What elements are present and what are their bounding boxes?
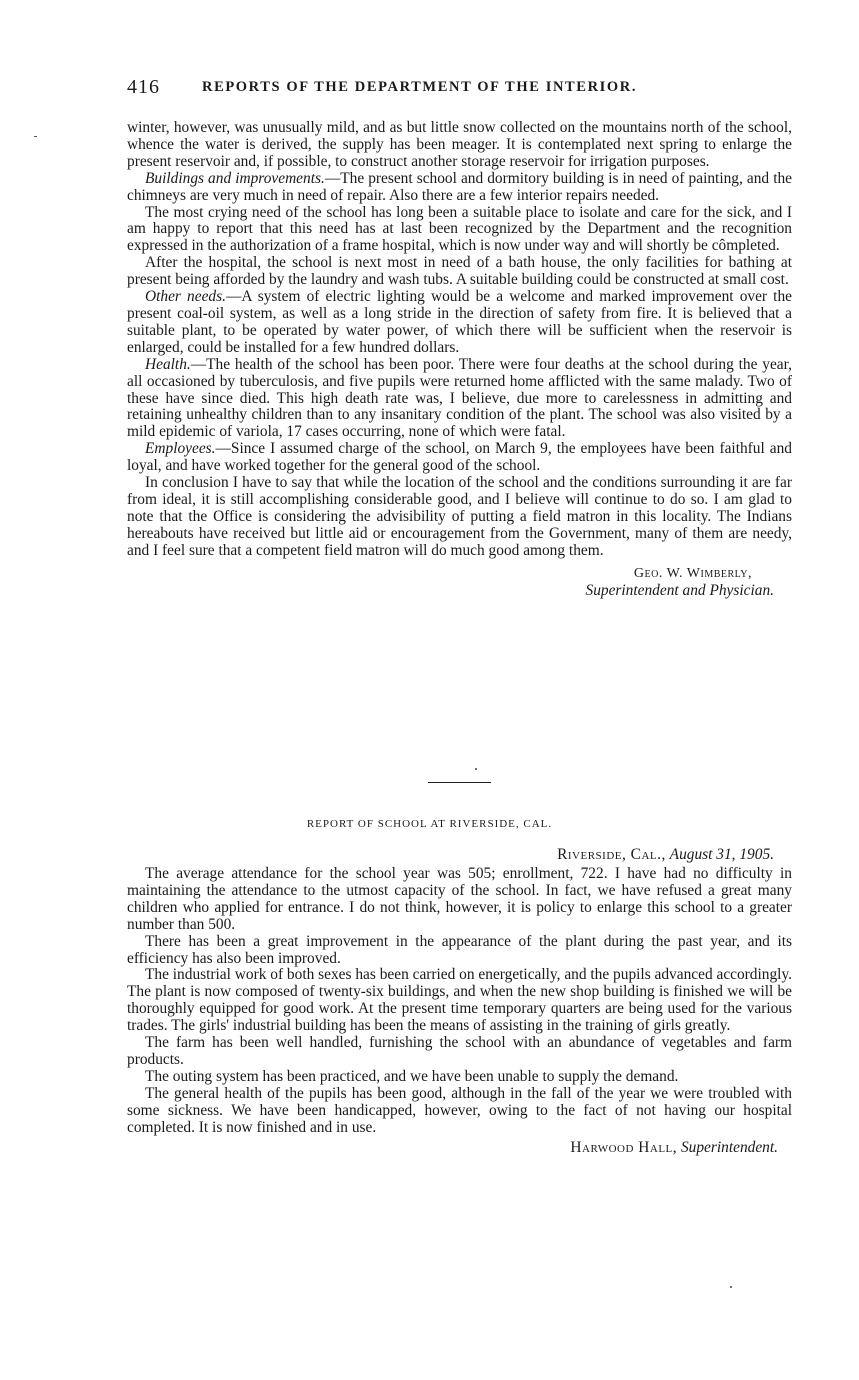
paragraph-body: —The health of the school has been poor. There were four deaths at the school during the year, all occasioned by tuberculosis, and five pupils were returned home afflicted with the same malady. Two of these have since died. This high death rate was, I believe, due more to carelessness in admitting and retaining unhealthy children than to any insanitary condition of the plant. The school was also visited by a mild epidemic of variola, 17 cases occurring, none of which were fatal. xyxy=(127,355,792,441)
paragraph: winter, however, was unusually mild, and as but little snow collected on the mountains north of the school, whence the water is derived, the supply has been meager. It is contemplated next spring to enlarge the present reservoir and, if possible, to construct another storage reservoir for irrigation purposes. xyxy=(127,119,792,170)
signature-name: Geo. W. Wimberly, xyxy=(633,565,752,581)
paragraph: There has been a great improvement in the appearance of the plant during the past year, and its efficiency has also been improved. xyxy=(127,932,792,967)
report-riverside xyxy=(127,866,792,1156)
paragraph-kicker: Buildings and improvements. xyxy=(145,169,325,187)
running-title: REPORTS OF THE DEPARTMENT OF THE INTERIOR. xyxy=(202,79,638,95)
paragraph: After the hospital, the school is next most in need of a bath house, the only facilities for bathing at present being afforded by the laundry and wash tubs. A suitable building could be constructed at small cost. xyxy=(127,254,792,289)
print-speck xyxy=(730,1286,732,1288)
paragraph: The outing system has been practiced, and we have been unable to supply the demand. xyxy=(145,1067,679,1085)
print-speck xyxy=(34,136,37,137)
signature xyxy=(127,1139,792,1156)
paragraph-other-needs xyxy=(127,289,792,357)
dateline-date: August 31, 1905. xyxy=(669,846,774,863)
page-number: 416 xyxy=(127,76,160,98)
paragraph-kicker: Employees. xyxy=(145,440,216,458)
paragraph-health xyxy=(127,357,792,442)
running-header xyxy=(127,76,792,100)
paragraph: The industrial work of both sexes has been carried on energetically, and the pupils advanced accordingly. The plant is now composed of twenty-six buildings, and when the new shop building is finished we will be thoroughly equipped for good work. At the present time temporary quarters are being used for the various trades. The girls' industrial building has been the means of assisting in the training of girls greatly. xyxy=(127,966,792,1035)
paragraph-body: —Since I assumed charge of the school, on March 9, the employees have been faithful and loyal, and have worked together for the general good of the school. xyxy=(127,440,792,475)
paragraph-kicker: Health. xyxy=(145,355,191,373)
paragraph-employees xyxy=(127,441,792,475)
paragraph-body: —The present school and dormitory building is in need of painting, and the chimneys are very much in need of repair. Also there are a few interior repairs needed. xyxy=(127,169,792,204)
signature-name: Harwood Hall, xyxy=(570,1138,678,1156)
paragraph: The farm has been well handled, furnishing the school with an abundance of vegetables and farm products. xyxy=(127,1034,792,1068)
print-speck xyxy=(475,768,477,770)
paragraph: The average attendance for the school year was 505; enrollment, 722. I have had no difficulty in maintaining the attendance to the utmost capacity of the school. In fact, we have refused a great many children who applied for entrance. I do not think, however, it is policy to enlarge this school to a greater number than 500. xyxy=(127,865,792,933)
signature-title: Superintendent and Physician. xyxy=(585,581,774,599)
paragraph: The most crying need of the school has long been a suitable place to isolate and care for the sick, and I am happy to report that this need has at last been recognized by the Department and the recognition expressed in the authorization of a frame hospital, which is now under way and will shortly be cômpleted. xyxy=(127,203,792,255)
dateline xyxy=(127,846,774,864)
section-divider xyxy=(428,782,491,783)
paragraph: The general health of the pupils has been good, although in the fall of the year we were troubled with some sickness. We have been handicapped, however, owing to the fact of not having our hospital completed. It is now finished and in use. xyxy=(127,1084,792,1136)
section-title: REPORT OF SCHOOL AT RIVERSIDE, CAL. xyxy=(306,818,553,830)
dateline-place: Riverside, Cal., xyxy=(557,846,666,863)
paragraph-buildings xyxy=(127,171,792,205)
signature-title: Superintendent. xyxy=(680,1138,778,1156)
paragraph-kicker: Other needs. xyxy=(145,288,226,306)
report-wimberly xyxy=(127,120,792,599)
paragraph-body: —A system of electric lighting would be a welcome and marked improvement over the present coal-oil system, as well as a long stride in the direction of safety from fire. It is believed that a suitable plant, to be operated by water power, of which there will be sufficient when the reservoir is enlarged, could be installed for a few hundred dollars. xyxy=(127,288,792,356)
paragraph: In conclusion I have to say that while the location of the school and the conditions surrounding it are far from ideal, it is still accomplishing considerable good, and I believe will continue to do so. I am glad to note that the Office is considering the advisibility of putting a field matron in this locality. The Indians hereabouts have received but little aid or encouragement from the Government, many of them are needy, and I feel sure that a competent field matron will do much good among them. xyxy=(127,474,792,559)
